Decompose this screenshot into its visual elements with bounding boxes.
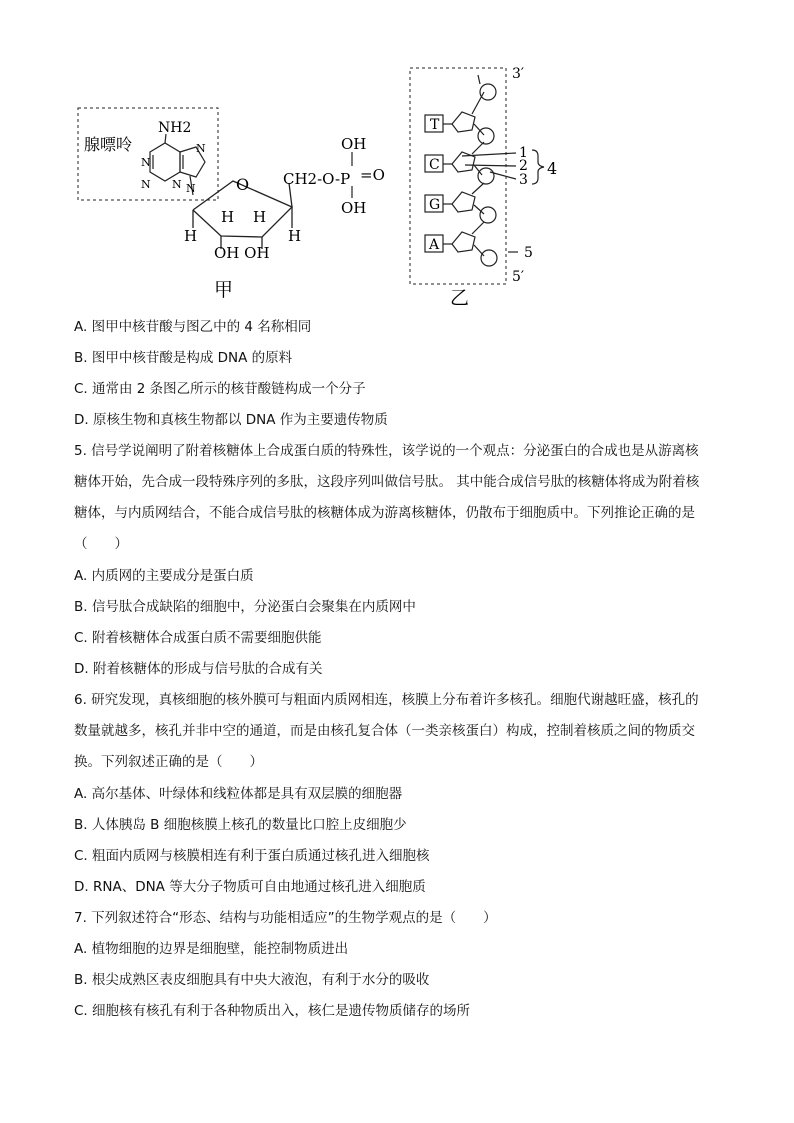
svg-text:H: H (221, 208, 235, 226)
text-line: A. 植物细胞的边界是细胞壁，能控制物质进出 (74, 941, 349, 957)
svg-text:H: H (184, 227, 198, 245)
svg-text:A: A (429, 237, 440, 253)
text-line: D. 原核生物和真核生物都以 DNA 作为主要遗传物质 (74, 412, 388, 428)
text-line: D. 附着核糖体的形成与信号肽的合成有关 (74, 661, 323, 677)
svg-text:3′: 3′ (512, 66, 525, 82)
svg-text:5: 5 (524, 245, 533, 261)
svg-text:3: 3 (519, 172, 528, 188)
text-line: C. 附着核糖体合成蛋白质不需要细胞供能 (74, 630, 322, 646)
text-line: B. 人体胰岛 B 细胞核膜上核孔的数量比口腔上皮细胞少 (74, 817, 407, 833)
svg-text:1: 1 (519, 145, 528, 161)
svg-text:N: N (141, 178, 151, 191)
svg-text:OH: OH (341, 135, 367, 153)
figure-area (0, 0, 794, 310)
text-line: B. 图甲中核苷酸是构成 DNA 的原料 (74, 350, 293, 366)
text-line: C. 粗面内质网与核膜相连有利于蛋白质通过核孔进入细胞核 (74, 848, 430, 864)
text-line: A. 内质网的主要成分是蛋白质 (74, 568, 254, 584)
svg-text:2: 2 (519, 158, 528, 174)
caption-yi: 乙 (450, 287, 470, 309)
text-line: D. RNA、DNA 等大分子物质可自由地通过核孔进入细胞质 (74, 879, 426, 895)
svg-text:H: H (288, 227, 302, 245)
nh2-label: NH2 (158, 120, 192, 136)
text-line: C. 细胞核有核孔有利于各种物质出入，核仁是遗传物质储存的场所 (74, 1003, 471, 1019)
svg-text:C: C (429, 157, 440, 173)
text-line: 数量就越多，核孔并非中空的通道，而是由核孔复合体（一类亲核蛋白）构成，控制着核质之间的物质交 (74, 723, 695, 739)
svg-text:N: N (186, 182, 196, 195)
svg-text:=O: =O (360, 166, 385, 184)
text-line: A. 高尔基体、叶绿体和线粒体都是具有双层膜的细胞器 (74, 786, 403, 802)
text-line: 糖体，与内质网结合，不能合成信号肽的核糖体成为游离核糖体，仍散布于细胞质中。下列推论正确的是 (74, 505, 695, 521)
text-line: 7. 下列叙述符合“形态、结构与功能相适应”的生物学观点的是（ ） (74, 910, 497, 926)
caption-jia: 甲 (214, 279, 234, 301)
text-line: 糖体开始，先合成一段特殊序列的多肽，这段序列叫做信号肽。 其中能合成信号肽的核糖体将成为附着核 (74, 474, 700, 490)
svg-text:N: N (141, 156, 151, 169)
text-line: B. 根尖成熟区表皮细胞具有中央大液泡，有利于水分的吸收 (74, 972, 430, 988)
svg-text:N: N (196, 142, 206, 155)
text-line: C. 通常由 2 条图乙所示的核苷酸链构成一个分子 (74, 381, 366, 397)
text-line: （ ） (74, 536, 128, 552)
ch2-group: CH2-O-P (283, 170, 351, 188)
svg-text:N: N (172, 178, 182, 191)
text-line: 5. 信号学说阐明了附着核糖体上合成蛋白质的特殊性，该学说的一个观点：分泌蛋白的合成也是从游离核 (74, 443, 699, 459)
text-line: 换。下列叙述正确的是（ ） (74, 754, 263, 770)
svg-text:4: 4 (547, 159, 558, 178)
svg-text:O: O (236, 175, 250, 194)
oh-oh-label: OH OH (214, 244, 270, 262)
text-line: A. 图甲中核苷酸与图乙中的 4 名称相同 (74, 319, 312, 335)
svg-text:5′: 5′ (512, 269, 525, 285)
svg-text:OH: OH (341, 199, 367, 217)
svg-text:H: H (253, 208, 267, 226)
svg-text:G: G (429, 197, 441, 213)
nucleotide-figure (0, 0, 794, 310)
text-line: 6. 研究发现，真核细胞的核外膜可与粗面内质网相连，核膜上分布着许多核孔。细胞代谢越旺盛，核孔的 (74, 692, 699, 708)
text-line: B. 信号肽合成缺陷的细胞中，分泌蛋白会聚集在内质网中 (74, 599, 416, 615)
svg-text:T: T (430, 117, 440, 133)
purine-label: 腺嘌呤 (84, 135, 133, 154)
